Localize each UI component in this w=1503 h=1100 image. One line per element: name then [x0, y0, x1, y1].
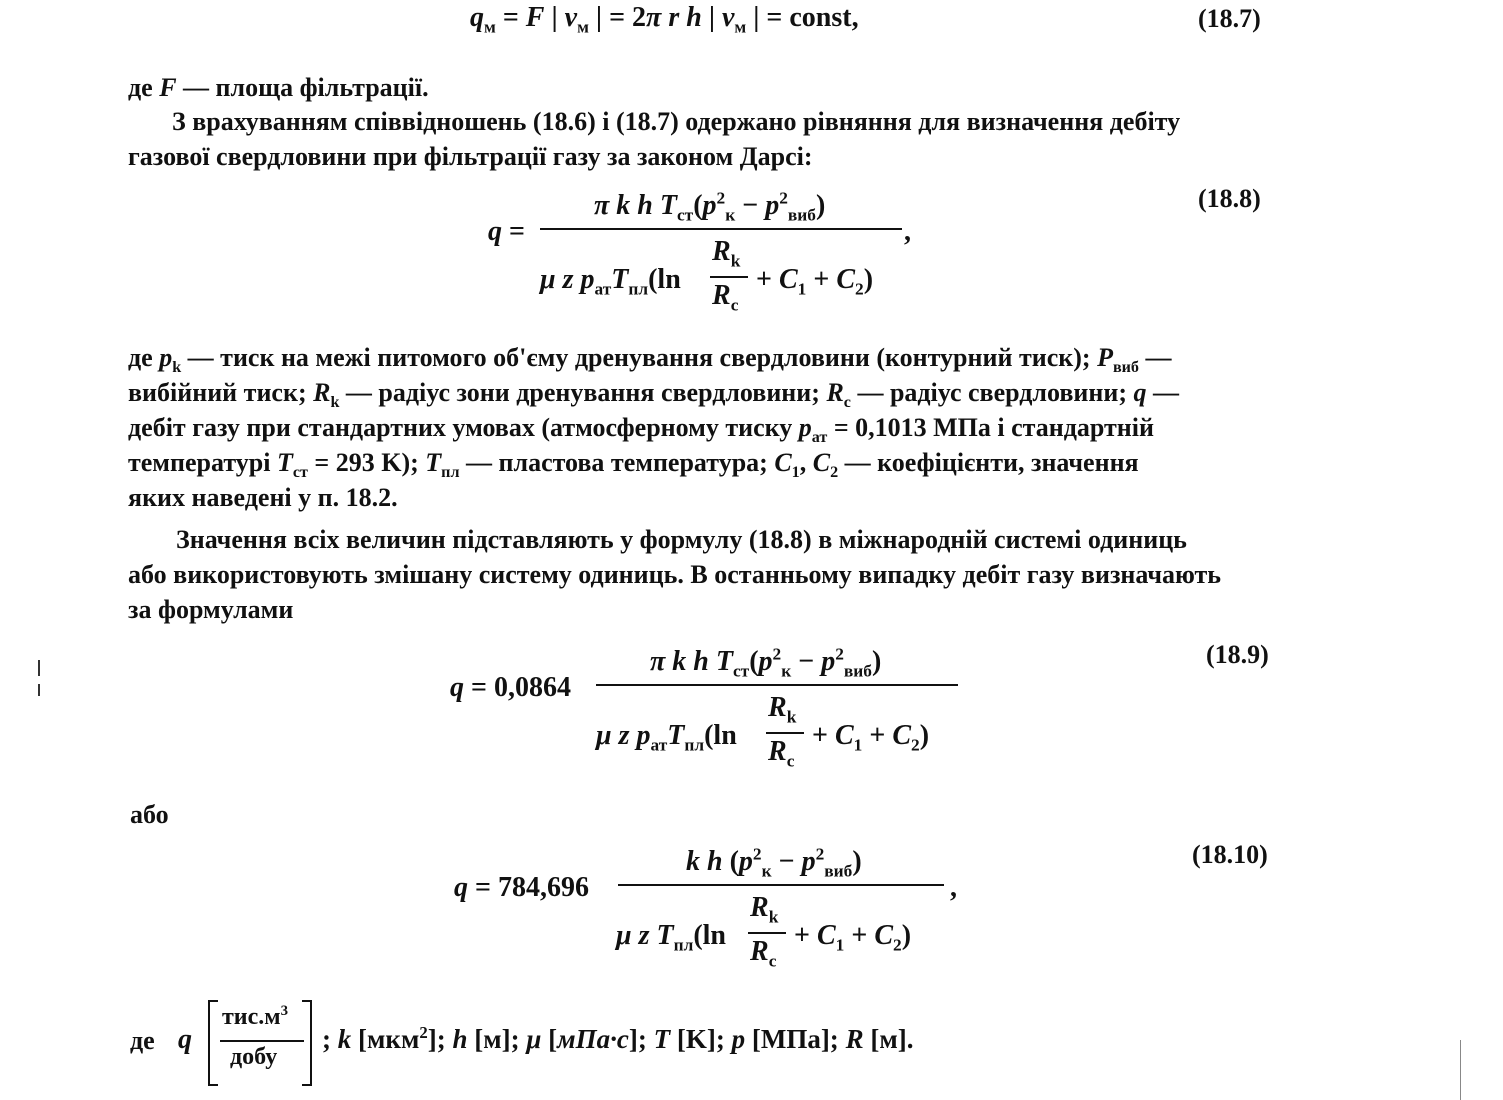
or-word: або: [130, 800, 169, 829]
numerator: π k h $T_{ст}(p^2_к - p^2_{виб})$: [594, 188, 826, 225]
right-bracket: [302, 1000, 312, 1086]
equation-18-7: $q_м = F$ | $v_м$ | = 2π r h | $v_м$ | = const,: [470, 2, 859, 37]
left-bracket: [208, 1000, 218, 1086]
q-unit-numerator: $тис.м^3$: [222, 1003, 289, 1030]
text-line: газової свердловини при фільтрації газу за законом Дарсі:: [128, 142, 813, 171]
scan-mark: [38, 684, 40, 696]
paragraph-filtration-area: де F — площа фільтрації.: [128, 73, 429, 102]
paragraph-definitions: де $p_k$ — тиск на межі питомого об'єму дренування свердловини (контурний тиск); $P_{виб}$ — вибійний тиск; $R_k$ — радіус зони дренування свердловини; $R_c$ — радіус свердловини; q — дебіт газу при стандартних умовах (атмосферному тиску $p_{ат} = 0,1013$ МПа і стандартній температурі $T_{ст} = 293$ K); $T_{пл}$ — пластова температура; $C_1$, $C_2$ — коефіцієнти, значення яких наведені у п. 18.2.: [128, 343, 1179, 512]
fraction-bar: [596, 684, 958, 686]
units-lead: де: [130, 1026, 155, 1055]
paragraph-intro-darcy: [128, 104, 1278, 174]
equation-number: (18.9): [1206, 640, 1269, 669]
text-line: за формулами: [128, 595, 294, 624]
text-line: Значення всіх величин підставляють у формулу (18.8) в міжнародній системі одиниць: [176, 525, 1187, 554]
fraction-bar: [540, 228, 902, 230]
scan-mark: [38, 660, 40, 676]
numerator: π k h $T_{ст}(p^2_к - p^2_{виб})$: [650, 644, 882, 681]
q-unit-denominator: добу: [230, 1044, 278, 1070]
equation-number: (18.8): [1198, 184, 1261, 213]
numerator: k h $(p^2_к - p^2_{виб})$: [686, 844, 862, 881]
scan-mark: [1460, 1040, 1461, 1100]
paragraph-units-system: [128, 522, 1278, 627]
units-rest: ; k [мкм$^2$]; h [м]; μ [мПа·с]; T [K]; p [МПа]; R [м].: [322, 1023, 914, 1054]
text-line: З врахуванням співвідношень (18.6) і (18.7) одержано рівняння для визначення дебіту: [172, 107, 1181, 136]
equation-number: (18.10): [1192, 840, 1268, 869]
fraction-bar: [618, 884, 944, 886]
unit-fraction-bar: [220, 1040, 304, 1042]
equation-number: (18.7): [1198, 4, 1261, 33]
text-line: або використовують змішану систему одиниць. В останньому випадку дебіт газу визначають: [128, 560, 1222, 589]
